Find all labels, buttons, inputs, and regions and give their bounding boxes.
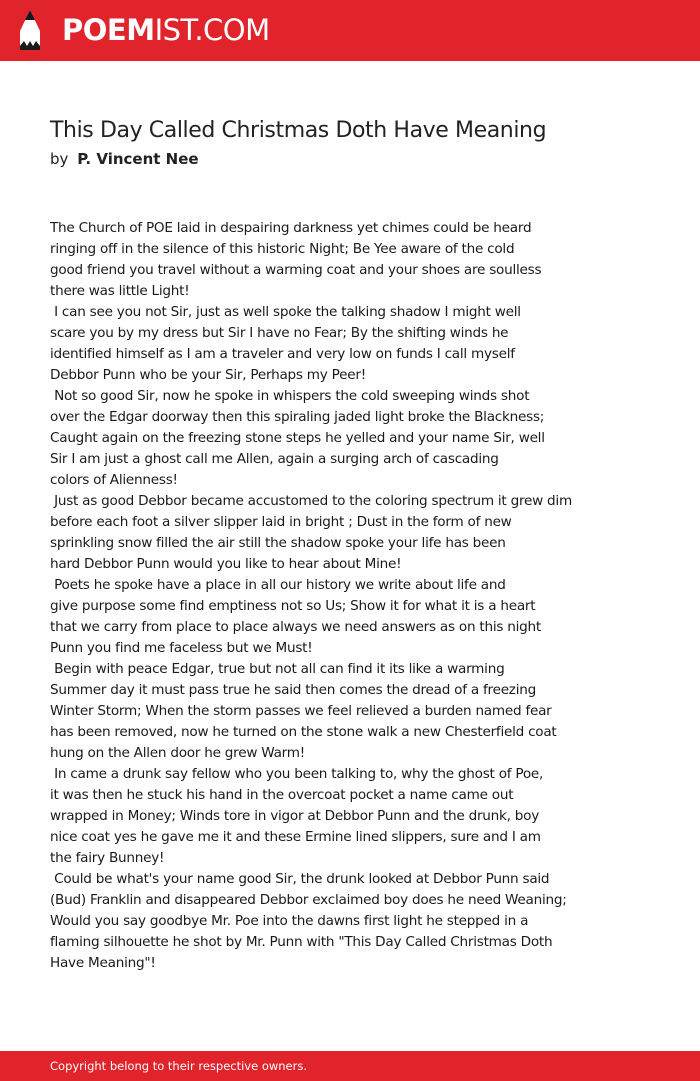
site-footer: [0, 1051, 700, 1081]
poem-line: the fairy Bunney!: [50, 850, 165, 866]
poem-title: This Day Called Christmas Doth Have Meaning: [50, 118, 547, 143]
poem-line: Could be what's your name good Sir, the drunk looked at Debbor Punn said: [50, 871, 550, 887]
poem-line: it was then he stuck his hand in the overcoat pocket a name came out: [50, 787, 514, 803]
poem-line: The Church of POE laid in despairing darkness yet chimes could be heard: [50, 220, 532, 236]
logo-light-text: IST.COM: [154, 13, 270, 47]
poem-line: Caught again on the freezing stone steps he yelled and your name Sir, well: [50, 430, 545, 446]
poem-line: Winter Storm; When the storm passes we feel relieved a burden named fear: [50, 703, 552, 719]
poem-line: hard Debbor Punn would you like to hear about Mine!: [50, 556, 402, 572]
poem-line: Have Meaning"!: [50, 955, 156, 971]
poem-line: I can see you not Sir, just as well spoke the talking shadow I might well: [50, 304, 521, 320]
logo-strong-text: POEM: [62, 13, 155, 47]
poem-line: over the Edgar doorway then this spiraling jaded light broke the Blackness;: [50, 409, 545, 425]
poem-line: Would you say goodbye Mr. Poe into the dawns first light he stepped in a: [50, 913, 529, 929]
poem-line: ringing off in the silence of this historic Night; Be Yee aware of the cold: [50, 241, 515, 257]
copyright-text: Copyright belong to their respective owners.: [50, 1059, 308, 1073]
poem-line: (Bud) Franklin and disappeared Debbor exclaimed boy does he need Weaning;: [50, 892, 567, 908]
poem-line: sprinkling snow filled the air still the shadow spoke your life has been: [50, 535, 506, 551]
poem-line: nice coat yes he gave me it and these Ermine lined slippers, sure and I am: [50, 829, 541, 845]
poem-line: Begin with peace Edgar, true but not all can find it its like a warming: [50, 661, 505, 677]
poem-line: wrapped in Money; Winds tore in vigor at Debbor Punn and the drunk, boy: [50, 808, 540, 824]
poem-body: [50, 218, 650, 974]
pencil-tip-icon: [16, 9, 44, 51]
poem-line: Not so good Sir, now he spoke in whispers the cold sweeping winds shot: [50, 388, 530, 404]
poem-line: give purpose some find emptiness not so Us; Show it for what it is a heart: [50, 598, 536, 614]
poem-line: colors of Alienness!: [50, 472, 178, 488]
poem-line: Summer day it must pass true he said then comes the dread of a freezing: [50, 682, 536, 698]
poem-line: Debbor Punn who be your Sir, Perhaps my Peer!: [50, 367, 366, 383]
poem-line: good friend you travel without a warming coat and your shoes are soulless: [50, 262, 542, 278]
poem-line: In came a drunk say fellow who you been talking to, why the ghost of Poe,: [50, 766, 544, 782]
site-header: [0, 0, 700, 61]
by-label: by: [50, 150, 69, 168]
poem-line: flaming silhouette he shot by Mr. Punn with "This Day Called Christmas Doth: [50, 934, 553, 950]
poem-line: Just as good Debbor became accustomed to the coloring spectrum it grew dim: [50, 493, 572, 509]
author-name[interactable]: P. Vincent Nee: [77, 150, 199, 168]
poem-line: hung on the Allen door he grew Warm!: [50, 745, 305, 761]
poem-line: scare you by my dress but Sir I have no Fear; By the shifting winds he: [50, 325, 509, 341]
poem-line: before each foot a silver slipper laid in bright ; Dust in the form of new: [50, 514, 512, 530]
poem-line: that we carry from place to place always we need answers as on this night: [50, 619, 541, 635]
byline: [50, 148, 199, 170]
poem-line: Sir I am just a ghost call me Allen, again a surging arch of cascading: [50, 451, 499, 467]
poem-line: has been removed, now he turned on the stone walk a new Chesterfield coat: [50, 724, 557, 740]
site-logo[interactable]: [62, 12, 270, 48]
poem-line: Poets he spoke have a place in all our history we write about life and: [50, 577, 506, 593]
poem-line: Punn you find me faceless but we Must!: [50, 640, 313, 656]
poem-line: identified himself as I am a traveler and very low on funds I call myself: [50, 346, 515, 362]
poem-line: there was little Light!: [50, 283, 190, 299]
